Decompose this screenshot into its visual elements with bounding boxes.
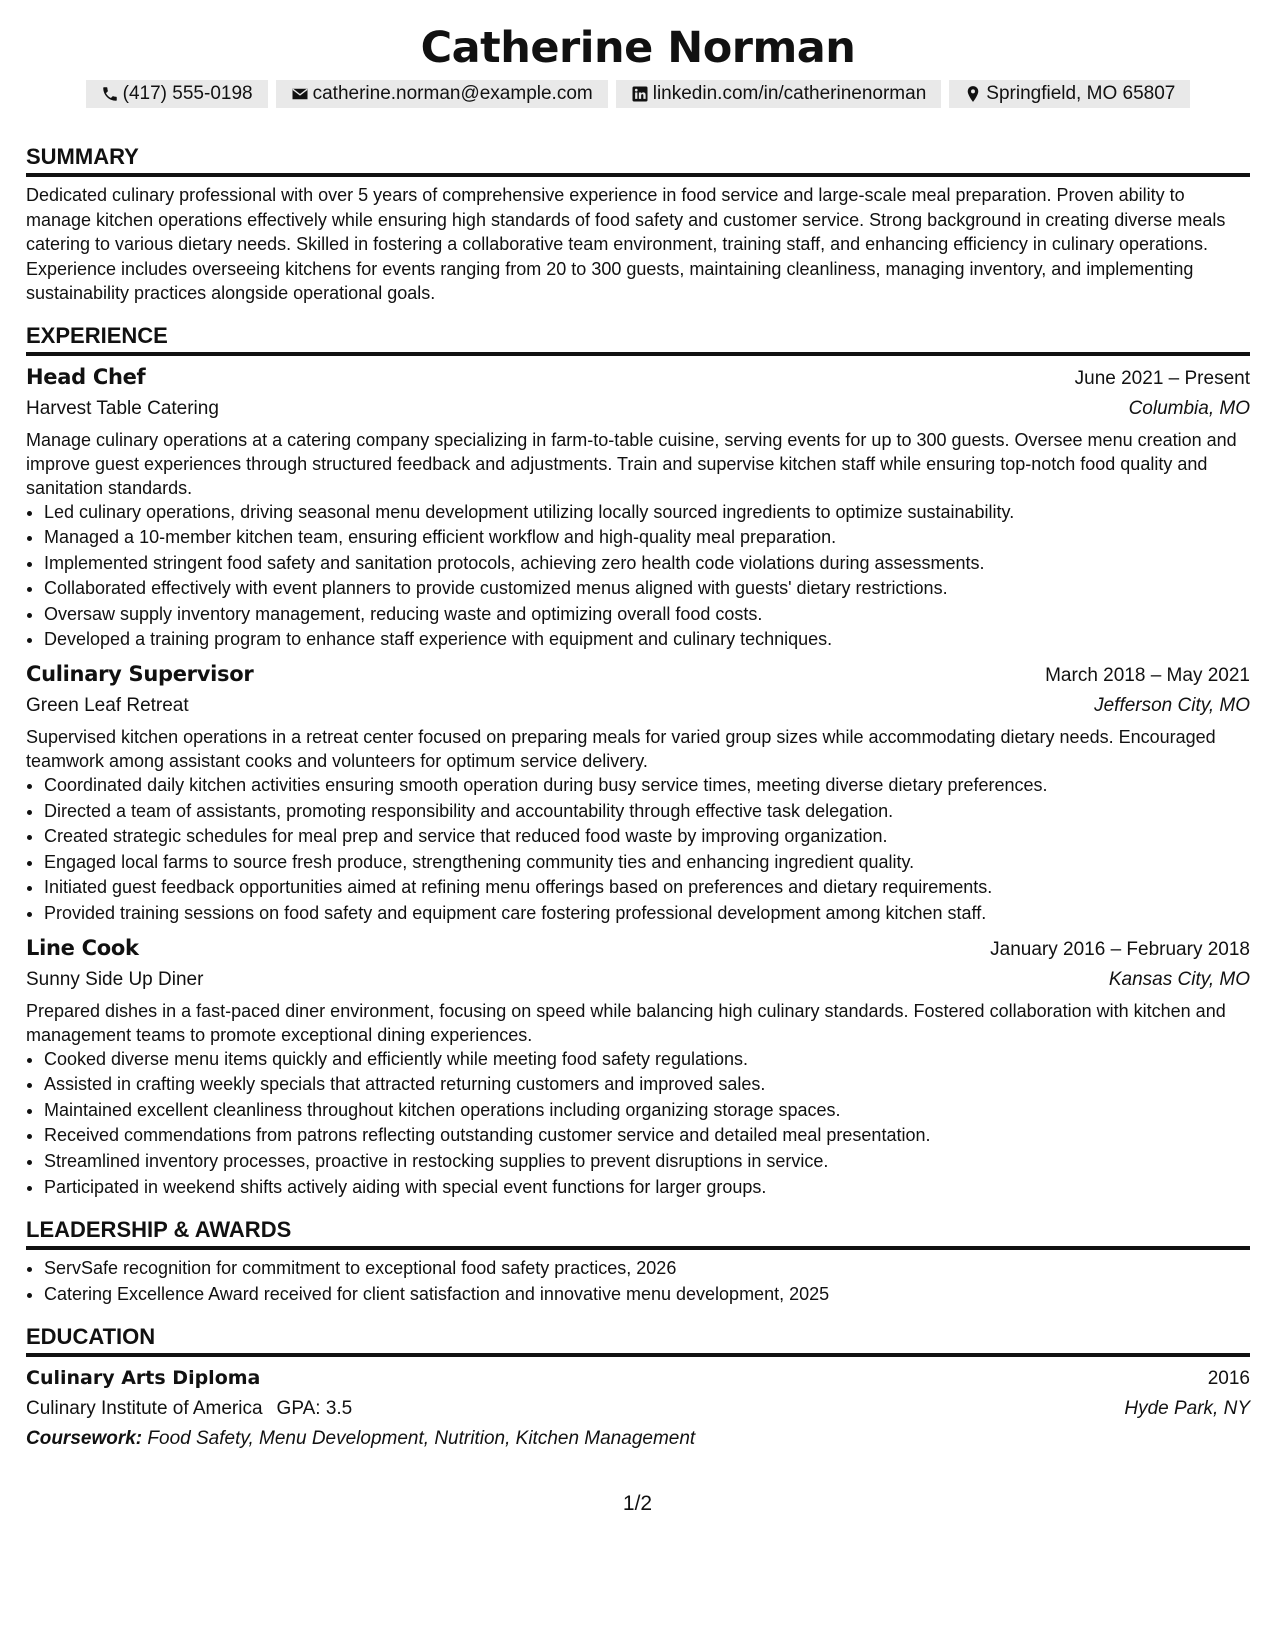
list-item: • Directed a team of assistants, promoting responsibility and accountability through effective task delegation. [44, 799, 1250, 825]
list-item: • Managed a 10-member kitchen team, ensuring efficient workflow and high-quality meal preparation. [44, 525, 1250, 551]
awards-section [26, 1216, 1250, 1307]
list-item: • Initiated guest feedback opportunities aimed at refining menu offerings based on preferences and dietary requirements. [44, 875, 1250, 901]
job-entry [26, 933, 1250, 1201]
location-text: Springfield, MO 65807 [986, 83, 1176, 104]
graduation-year: 2016 [1207, 1368, 1250, 1390]
job-dates: January 2016 – February 2018 [990, 938, 1250, 960]
candidate-name: Catherine Norman [420, 23, 856, 73]
contact-location [949, 80, 1190, 108]
phone-text: (417) 555-0198 [122, 83, 253, 104]
job-description: Supervised kitchen operations in a retreat center focused on preparing meals for varied group sizes while accommodating dietary needs. Encouraged teamwork among assistant cooks and volunteers for optimum service delivery. [26, 727, 1216, 772]
contact-linkedin[interactable] [616, 80, 942, 108]
contact-email[interactable] [276, 80, 608, 108]
list-item: • Received commendations from patrons reflecting outstanding customer service and detailed meal presentation. [44, 1123, 1250, 1149]
linkedin-text: linkedin.com/in/catherinenorman [652, 83, 927, 104]
job-title: Head Chef [26, 364, 146, 389]
summary-text: Dedicated culinary professional with over 5 years of comprehensive experience in food service and large-scale meal preparation. Proven ability to manage kitchen operations effectively while ensuring high standards of food safety and customer service. Strong background in creating diverse meals catering to various dietary needs. Skilled in fostering a collaborative team environment, training staff, and enhancing efficiency in culinary operations. Experience includes overseeing kitchens for events ranging from 20 to 300 guests, maintaining cleanliness, managing inventory, and implementing sustainability practices alongside operational goals. [26, 185, 1226, 303]
degree-name: Culinary Arts Diploma [26, 1367, 261, 1390]
job-location: Columbia, MO [1128, 397, 1250, 419]
job-bullets [26, 773, 1250, 927]
company-name: Green Leaf Retreat [26, 695, 189, 717]
school-line [26, 1393, 352, 1424]
coursework-label: Coursework: [26, 1428, 143, 1450]
list-item: • Provided training sessions on food safety and equipment care fostering professional development among kitchen staff. [44, 901, 1250, 927]
job-description: Prepared dishes in a fast-paced diner environment, focusing on speed while balancing high culinary standards. Fostered collaboration with kitchen and management teams to promote exceptional dining experiences. [26, 1000, 1226, 1045]
list-item: • Collaborated effectively with event planners to provide customized menus aligned with guests' dietary restrictions. [44, 576, 1250, 602]
coursework-list: Food Safety, Menu Development, Nutrition, Kitchen Management [147, 1428, 696, 1450]
list-item: • Cooked diverse menu items quickly and efficiently while meeting food safety regulations. [44, 1047, 1250, 1073]
experience-heading: EXPERIENCE [26, 322, 1250, 356]
list-item: • Engaged local farms to source fresh produce, strengthening community ties and enhancing ingredient quality. [44, 850, 1250, 876]
contact-bar [26, 80, 1250, 108]
awards-heading: LEADERSHIP & AWARDS [26, 1216, 1250, 1250]
summary-section [26, 143, 1250, 306]
job-title: Line Cook [26, 935, 139, 960]
job-entry [26, 659, 1250, 927]
contact-phone[interactable] [86, 80, 268, 108]
school-location: Hyde Park, NY [1124, 1398, 1250, 1420]
linkedin-icon [631, 85, 649, 103]
list-item: • Catering Excellence Award received for client satisfaction and innovative menu development, 2025 [44, 1282, 1250, 1308]
list-item: • Streamlined inventory processes, proactive in restocking supplies to prevent disruptions in service. [44, 1149, 1250, 1175]
job-bullets [26, 500, 1250, 654]
list-item: • Maintained excellent cleanliness throughout kitchen operations including organizing storage spaces. [44, 1098, 1250, 1124]
education-entry [26, 1363, 1250, 1454]
awards-list [26, 1256, 1250, 1307]
resume-page [26, 0, 1250, 1454]
email-text: catherine.norman@example.com [312, 83, 593, 104]
list-item: • Oversaw supply inventory management, reducing waste and optimizing overall food costs. [44, 602, 1250, 628]
page-number: 1/2 [622, 1492, 653, 1515]
job-title: Culinary Supervisor [26, 662, 254, 687]
map-pin-icon [964, 85, 982, 103]
list-item: • ServSafe recognition for commitment to exceptional food safety practices, 2026 [44, 1256, 1250, 1282]
education-section [26, 1323, 1250, 1454]
education-heading: EDUCATION [26, 1323, 1250, 1357]
job-dates: June 2021 – Present [1074, 367, 1250, 389]
gpa: GPA: 3.5 [276, 1398, 353, 1420]
job-bullets [26, 1047, 1250, 1201]
phone-icon [101, 85, 119, 103]
job-dates: March 2018 – May 2021 [1045, 665, 1250, 687]
experience-section [26, 322, 1250, 1201]
job-location: Jefferson City, MO [1094, 695, 1250, 717]
job-entry [26, 362, 1250, 654]
list-item: • Coordinated daily kitchen activities ensuring smooth operation during busy service times, meeting diverse dietary preferences. [44, 773, 1250, 799]
summary-heading: SUMMARY [26, 143, 1250, 177]
company-name: Harvest Table Catering [26, 397, 219, 419]
list-item: • Implemented stringent food safety and sanitation protocols, achieving zero health code violations during assessments. [44, 551, 1250, 577]
list-item: • Participated in weekend shifts actively aiding with special event functions for larger groups. [44, 1175, 1250, 1201]
school-name: Culinary Institute of America [26, 1398, 263, 1420]
list-item: • Led culinary operations, driving seasonal menu development utilizing locally sourced ingredients to optimize sustainability. [44, 500, 1250, 526]
envelope-icon [291, 85, 309, 103]
list-item: • Developed a training program to enhance staff experience with equipment and culinary techniques. [44, 627, 1250, 653]
list-item: • Created strategic schedules for meal prep and service that reduced food waste by improving organization. [44, 824, 1250, 850]
coursework-line [26, 1424, 1250, 1454]
job-description: Manage culinary operations at a catering company specializing in farm-to-table cuisine, serving events for up to 300 guests. Oversee menu creation and improve guest experiences through structured feedback and adjustments. Train and supervise kitchen staff while ensuring top-notch food quality and sanitation standards. [26, 429, 1237, 498]
list-item: • Assisted in crafting weekly specials that attracted returning customers and improved sales. [44, 1072, 1250, 1098]
company-name: Sunny Side Up Diner [26, 968, 204, 990]
job-location: Kansas City, MO [1108, 968, 1250, 990]
